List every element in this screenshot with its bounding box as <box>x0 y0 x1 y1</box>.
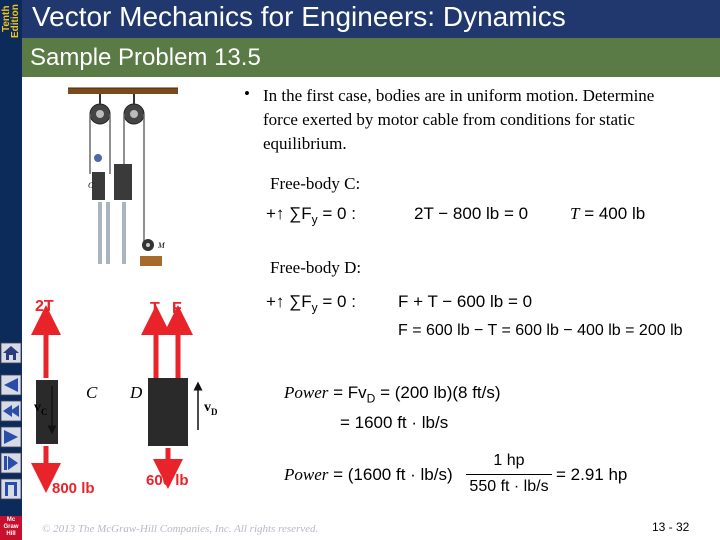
ceiling-support <box>68 88 178 94</box>
previous-icon[interactable] <box>0 400 22 422</box>
label-2t: 2T <box>35 298 54 315</box>
end-icon[interactable] <box>0 452 22 474</box>
label-body-c: C <box>86 383 98 402</box>
label-vc: $v_C$ <box>34 400 48 417</box>
label-f: F <box>172 300 182 317</box>
bullet-marker: • <box>244 84 250 103</box>
label-c: C <box>88 181 94 190</box>
fbd-d-equation-sum: +↑ $\sum F_y = 0$ : <box>266 292 356 315</box>
label-vd: $v_D$ <box>204 400 218 417</box>
label-800lb: 800 lb <box>52 480 95 497</box>
power-result: = 2.91 hp <box>556 465 628 484</box>
fbd-d-equation-2: F = 600 lb − T = 600 lb − 400 lb = 200 lb <box>398 322 683 339</box>
power-fraction-denominator: 550 ft · lb/s <box>469 478 549 495</box>
page-number: 13 - 32 <box>652 520 690 534</box>
page-subtitle: Sample Problem 13.5 <box>30 44 261 71</box>
pulley-system-figure <box>62 84 182 274</box>
bullet-text: In the first case, bodies are in uniform motion. Determine force exerted by motor cable from conditions for static equilibrium. <box>263 86 655 153</box>
fbd-body-d <box>148 378 188 446</box>
publisher-logo: Mc Graw Hill <box>0 516 22 540</box>
home-icon[interactable] <box>0 342 22 364</box>
fbd-c-equation-2: T = 400 lb <box>570 204 646 223</box>
body-d <box>114 164 132 200</box>
power-fraction-numerator: 1 hp <box>493 452 525 469</box>
label-600lb: 600 lb <box>146 472 189 489</box>
edition-line2: Edition <box>10 4 21 38</box>
fbd-d-equation-1: F + T − 600 lb = 0 <box>398 292 533 311</box>
fbd-c-label: Free-body C: <box>270 174 361 193</box>
fbd-d-label: Free-body D: <box>270 258 362 277</box>
next-icon[interactable] <box>0 426 22 448</box>
free-body-diagrams-figure <box>28 290 258 500</box>
body-c <box>92 172 105 200</box>
exit-icon[interactable] <box>0 478 22 500</box>
power-equation-1-line2: = 1600 ft · lb/s <box>340 413 449 432</box>
back-icon[interactable] <box>0 374 22 396</box>
power-equation-2: Power = (1600 ft · lb/s) <box>284 465 453 484</box>
label-m: M <box>158 241 165 250</box>
edition-label <box>0 0 22 46</box>
edition-line1: Tenth <box>1 5 12 32</box>
power-equation-1: Power = $Fv_D = (200$ lb)(8 ft/s) <box>284 383 501 406</box>
fbd-c-equation-sum: +↑ $\sum F_y = 0$ : <box>266 204 356 227</box>
copyright-notice: © 2013 The McGraw-Hill Companies, Inc. All rights reserved. <box>42 523 319 535</box>
page-title: Vector Mechanics for Engineers: Dynamics <box>32 1 566 32</box>
label-body-d: D <box>130 383 143 402</box>
fbd-c-equation-1: 2T − 800 lb = 0 <box>414 204 529 223</box>
fraction-bar <box>466 474 552 475</box>
label-t: T <box>150 300 160 317</box>
